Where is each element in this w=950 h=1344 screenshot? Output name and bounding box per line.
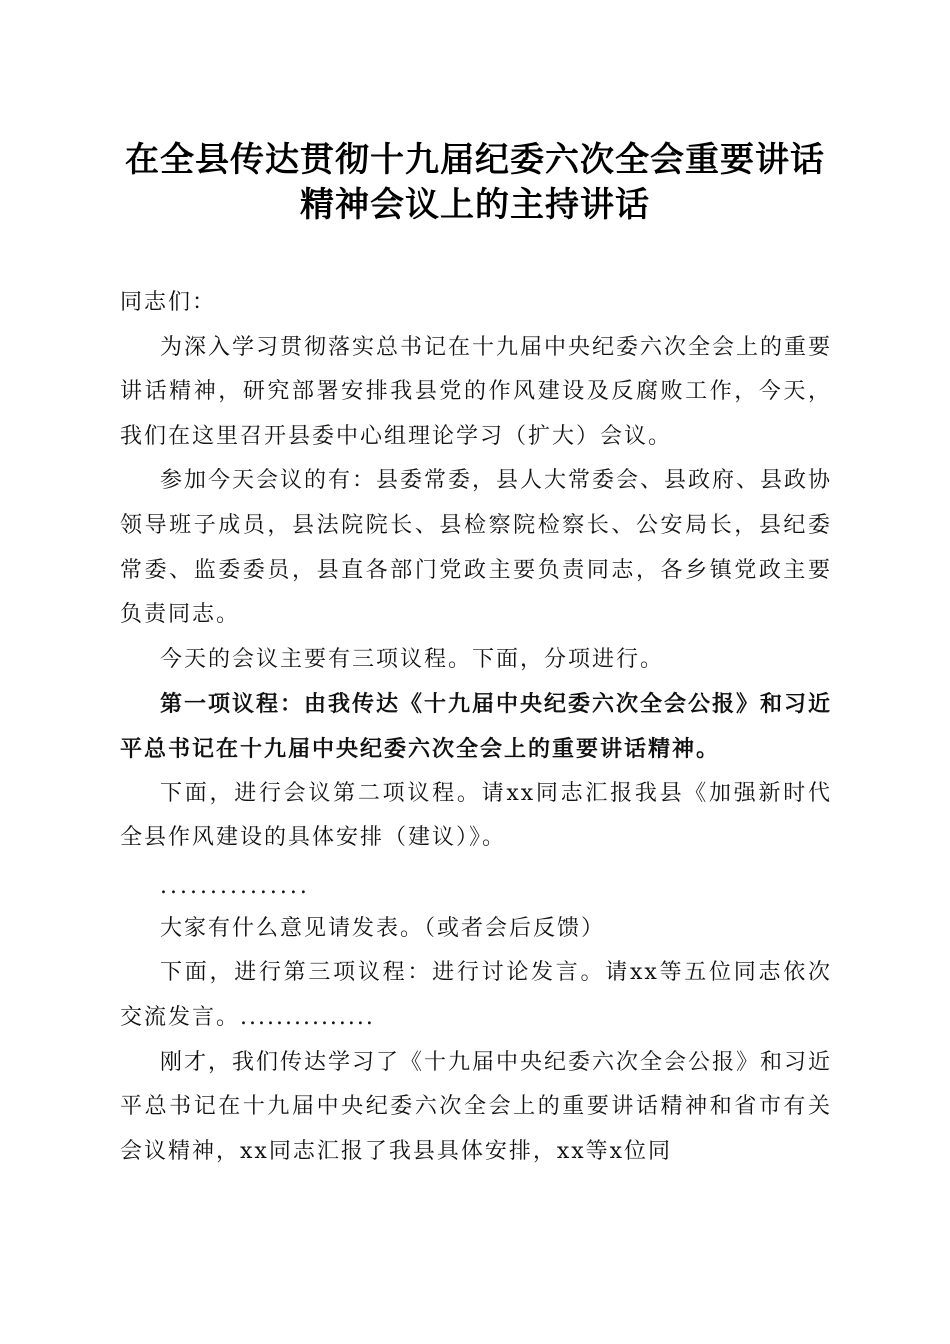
paragraph-agenda-item-2: 下面，进行会议第二项议程。请xx同志汇报我县《加强新时代全县作风建设的具体安排（建议）》。: [120, 780, 832, 851]
paragraph-summary: 刚才，我们传达学习了《十九届中央纪委六次全会公报》和习近平总书记在十九届中央纪委六次全会上的重要讲话精神和省市有关会议精神，xx同志汇报了我县具体安排，xx等x位同: [120, 1049, 833, 1164]
paragraph-agenda-overview: 今天的会议主要有三项议程。下面，分项进行。: [160, 646, 665, 672]
ellipsis-line: ...............: [160, 873, 310, 899]
document-title-line-1: 在全县传达贯彻十九届纪委六次全会重要讲话: [125, 140, 825, 180]
salutation: 同志们：: [120, 290, 217, 315]
paragraph-agenda-item-3: 下面，进行第三项议程：进行讨论发言。请xx等五位同志依次交流发言。...............: [120, 960, 832, 1030]
document-title-line-2: 精神会议上的主持讲话: [300, 185, 650, 225]
paragraph-purpose: 为深入学习贯彻落实总书记在十九届中央纪委六次全会上的重要讲话精神，研究部署安排我县党的作风建设及反腐败工作，今天，我们在这里召开县委中心组理论学习（扩大）会议。: [120, 334, 833, 449]
paragraph-agenda-item-1: 第一项议程：由我传达《十九届中央纪委六次全会公报》和习近平总书记在十九届中央纪委六次全会上的重要讲话精神。: [120, 691, 833, 762]
paragraph-feedback: 大家有什么意见请发表。（或者会后反馈）: [160, 915, 606, 941]
paragraph-attendees: 参加今天会议的有：县委常委，县人大常委会、县政府、县政协领导班子成员，县法院院长、县检察院检察长、公安局长，县纪委常委、监委委员，县直各部门党政主要负责同志，各乡镇党政主要负责同志。: [120, 468, 833, 628]
document-body: [120, 281, 832, 1174]
